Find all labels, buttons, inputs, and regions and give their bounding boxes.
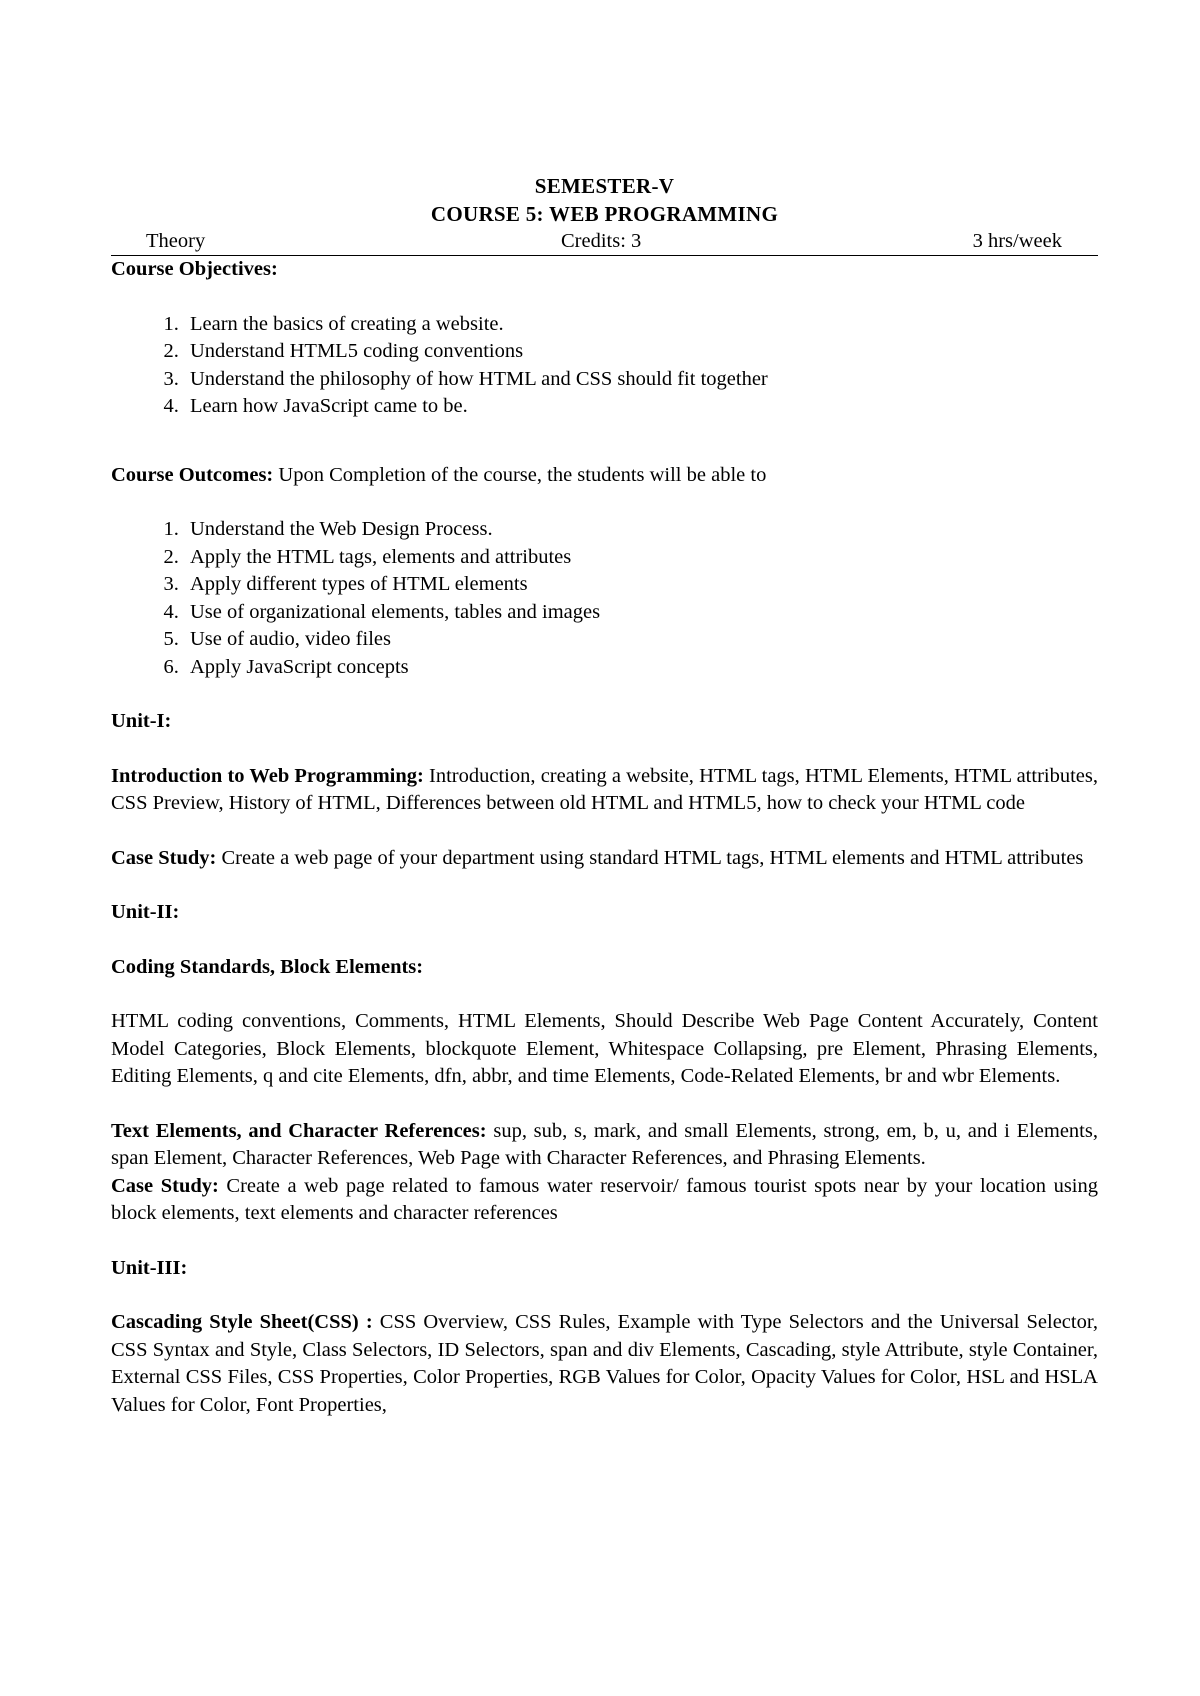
course-title: COURSE 5: WEB PROGRAMMING	[430, 202, 779, 226]
list-item: 2. Understand HTML5 coding conventions	[184, 338, 1098, 366]
unit2-text-paragraph	[111, 1118, 1098, 1173]
unit2-title: Unit-II:	[111, 901, 180, 923]
semester-title: SEMESTER-V	[534, 174, 675, 198]
course-hours: 3 hrs/week	[972, 230, 1062, 252]
list-item: 6. Apply JavaScript concepts	[184, 654, 1098, 682]
list-item: 2. Apply the HTML tags, elements and attributes	[184, 544, 1098, 572]
unit3-css-text: CSS Overview, CSS Rules, Example with Type Selectors and the Universal Selector, CSS Syntax and Style, Class Selectors, ID Selectors, span and div Elements, Cascading, style Attribute, style Container, External CSS Files, CSS Properties, Color Properties, RGB Values for Color, Opacity Values for Color, HSL and HSLA Values for Color, Font Properties,	[111, 1311, 1098, 1416]
outcomes-paragraph	[111, 462, 1098, 490]
list-item: 1. Learn the basics of creating a website.	[184, 311, 1098, 339]
course-credits: Credits: 3	[561, 230, 642, 252]
unit1-title: Unit-I:	[111, 710, 172, 732]
unit1-topic-heading: Introduction to Web Programming:	[111, 764, 424, 787]
syllabus-page	[111, 172, 1098, 1419]
unit2-case-text: Create a web page related to famous water reservoir/ famous tourist spots near by your location using block elements, text elements and character references	[111, 1174, 1098, 1224]
objectives-list	[111, 311, 1098, 421]
unit3-css-heading: Cascading Style Sheet(CSS) :	[111, 1311, 373, 1333]
list-item: 1. Understand the Web Design Process.	[184, 516, 1098, 544]
list-item: 4. Learn how JavaScript came to be.	[184, 393, 1098, 421]
course-type: Theory	[146, 230, 206, 252]
unit2-case-paragraph	[111, 1173, 1098, 1228]
unit3-title: Unit-III:	[111, 1256, 188, 1279]
unit1-topic-paragraph	[111, 763, 1098, 818]
outcomes-heading: Course Outcomes:	[111, 463, 274, 486]
course-meta-row	[111, 228, 1098, 256]
unit1-case-text: Create a web page of your department using standard HTML tags, HTML elements and HTML attributes	[216, 846, 1084, 869]
list-item: 3. Apply different types of HTML elements	[184, 571, 1098, 599]
list-item: 5. Use of audio, video files	[184, 626, 1098, 654]
outcomes-list	[111, 516, 1098, 681]
unit3-css-paragraph	[111, 1309, 1098, 1419]
unit1-case-paragraph	[111, 845, 1098, 873]
unit2-text-heading: Text Elements, and Character References:	[111, 1119, 487, 1142]
unit1-case-heading: Case Study:	[111, 846, 217, 869]
unit2-case-heading: Case Study:	[111, 1174, 219, 1197]
unit2-text-text: sup, sub, s, mark, and small Elements, strong, em, b, u, and i Elements, span Element, Character References, Web Page with Character References, and Phrasing Elements.	[111, 1119, 1098, 1169]
outcomes-intro: Upon Completion of the course, the students will be able to	[273, 463, 767, 486]
list-item: 4. Use of organizational elements, tables and images	[184, 599, 1098, 627]
unit1-topic-text: Introduction, creating a website, HTML tags, HTML Elements, HTML attributes, CSS Preview, History of HTML, Differences between old HTML and HTML5, how to check your HTML code	[111, 764, 1098, 814]
objectives-heading: Course Objectives:	[111, 258, 278, 280]
list-item: 3. Understand the philosophy of how HTML and CSS should fit together	[184, 366, 1098, 394]
unit2-section-text: HTML coding conventions, Comments, HTML Elements, Should Describe Web Page Content Accurately, Content Model Categories, Block Elements, blockquote Element, Whitespace Collapsing, pre Element, Phrasing Elements, Editing Elements, q and cite Elements, dfn, abbr, and time Elements, Code-Related Elements, br and wbr Elements.	[111, 1010, 1098, 1087]
unit2-section-heading: Coding Standards, Block Elements:	[111, 955, 424, 978]
